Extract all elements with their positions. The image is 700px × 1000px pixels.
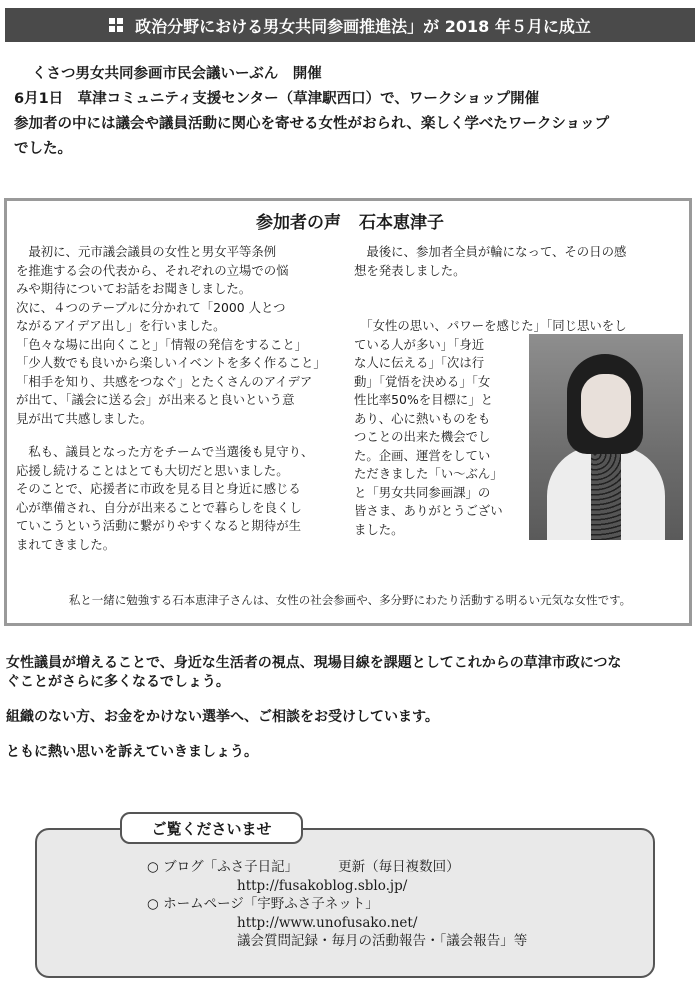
intro-line: 参加者の中には議会や議員活動に関心を寄せる女性がおられ、楽しく学べたワークショップ xyxy=(14,116,610,132)
text-line: 性比率50%を目標に」と xyxy=(354,392,494,407)
text-line: た。企画、運営をしてい xyxy=(354,447,491,463)
photo-caption: 私と一緒に勉強する石本恵津子さんは、女性の社会参画や、多分野にわたり活動する明るい元気な女性です。 xyxy=(68,593,632,607)
text-line: 私も、議員となった方をチームで当選後も見守り、 xyxy=(16,444,314,459)
four-squares-icon xyxy=(109,18,123,32)
text-line: 動」「覚悟を決める」「女 xyxy=(354,373,491,389)
text-line: ました。 xyxy=(354,521,404,537)
text-line: ながるアイデア出し」を行いました。 xyxy=(16,318,226,333)
text-line: が出て、「議会に送る会」が出来ると良いという意 xyxy=(16,392,295,407)
text-line: 応援し続けることはとても大切だと思いました。 xyxy=(16,462,289,478)
blog-label: ○ ブログ「ふさ子日記」 xyxy=(147,859,299,875)
intro-section xyxy=(14,62,694,162)
participant-photo xyxy=(529,334,683,540)
text-line: 「相手を知り、共感をつなぐ」とたくさんのアイデア xyxy=(16,373,313,389)
text-line: そのことで、応援者に市政を見る目と身近に感じる xyxy=(16,481,301,496)
closing-line: 女性議員が増えることで、身近な生活者の視点、現場目線を課題としてこれからの草津市政につな xyxy=(6,655,622,671)
closing-line: ぐことがさらに多くなるでしょう。 xyxy=(6,674,230,690)
text-line: ている人が多い」「身近 xyxy=(354,336,485,352)
voice-heading: 参加者の声 xyxy=(256,213,342,233)
participant-name: 石本恵津子 xyxy=(358,213,444,233)
intro-line: 6月1日 草津コミュニティ支援センター（草津駅西口）で、ワークショップ開催 xyxy=(14,91,540,107)
voice-left-column xyxy=(16,243,346,554)
voice-title xyxy=(0,208,700,233)
text-line: 次に、４つのテーブルに分かれて「2000 人とつ xyxy=(16,299,286,315)
text-line: つことの出来た機会でし xyxy=(354,429,491,444)
closing-line: ともに熱い思いを訴えていきましょう。 xyxy=(6,744,258,760)
headline-banner xyxy=(5,8,695,42)
text-line: 最後に、参加者全員が輪になって、その日の感 xyxy=(354,244,627,259)
text-line: 「少人数でも良いから楽しいイベントを多く作ること」 xyxy=(16,355,326,370)
text-line: 最初に、元市議会議員の女性と男女平等条例 xyxy=(16,244,277,259)
text-line: みや期待についてお話をお聞きしました。 xyxy=(16,281,252,296)
text-line: と「男女共同参画課」の xyxy=(354,484,491,500)
text-line: 想を発表しました。 xyxy=(354,262,466,278)
closing-line: 組織のない方、お金をかけない選挙へ、ご相談をお受けしています。 xyxy=(6,709,439,725)
homepage-description: 議会質問記録・毎月の活動報告・「議会報告」等 xyxy=(237,933,528,949)
text-line: 「色々な場に出向くこと」「情報の発信をすること」 xyxy=(16,336,308,352)
closing-section xyxy=(6,654,696,762)
homepage-label: ○ ホームページ「宇野ふさ子ネット」 xyxy=(147,896,379,912)
text-line: を推進する会の代表から、それぞれの立場での悩 xyxy=(16,262,289,278)
intro-line: でした。 xyxy=(14,141,72,157)
homepage-url-link[interactable]: http://www.unofusako.net/ xyxy=(237,914,418,931)
links-box-tab: ご覧くださいませ xyxy=(120,812,303,844)
headline-text: 政治分野における男女共同参画推進法」が 2018 年５月に成立 xyxy=(135,16,591,36)
text-line: ていこうという活動に繋がりやすくなると期待が生 xyxy=(16,518,301,533)
text-line: 「女性の思い、パワーを感じた」「同じ思いをし xyxy=(354,318,627,333)
blog-url-link[interactable]: http://fusakoblog.sblo.jp/ xyxy=(237,877,408,894)
blog-update-note: 更新（毎日複数回） xyxy=(338,859,460,875)
text-line: 皆さま、ありがとうござい xyxy=(354,503,503,518)
text-line: 見が出て共感しました。 xyxy=(16,410,153,426)
text-line: まれてきました。 xyxy=(16,536,116,552)
text-line: 心が準備され、自分が出来ることで暮らしを良くし xyxy=(16,499,302,515)
links-list xyxy=(147,858,627,951)
intro-line: くさつ男女共同参画市民会議いーぶん 開催 xyxy=(32,66,322,82)
text-line: な人に伝える」「次は行 xyxy=(354,355,485,370)
voice-right-column-top xyxy=(354,243,684,280)
text-line: ただきました「い～ぶん」 xyxy=(354,466,503,481)
text-line: あり、心に熱いものをも xyxy=(354,410,491,426)
